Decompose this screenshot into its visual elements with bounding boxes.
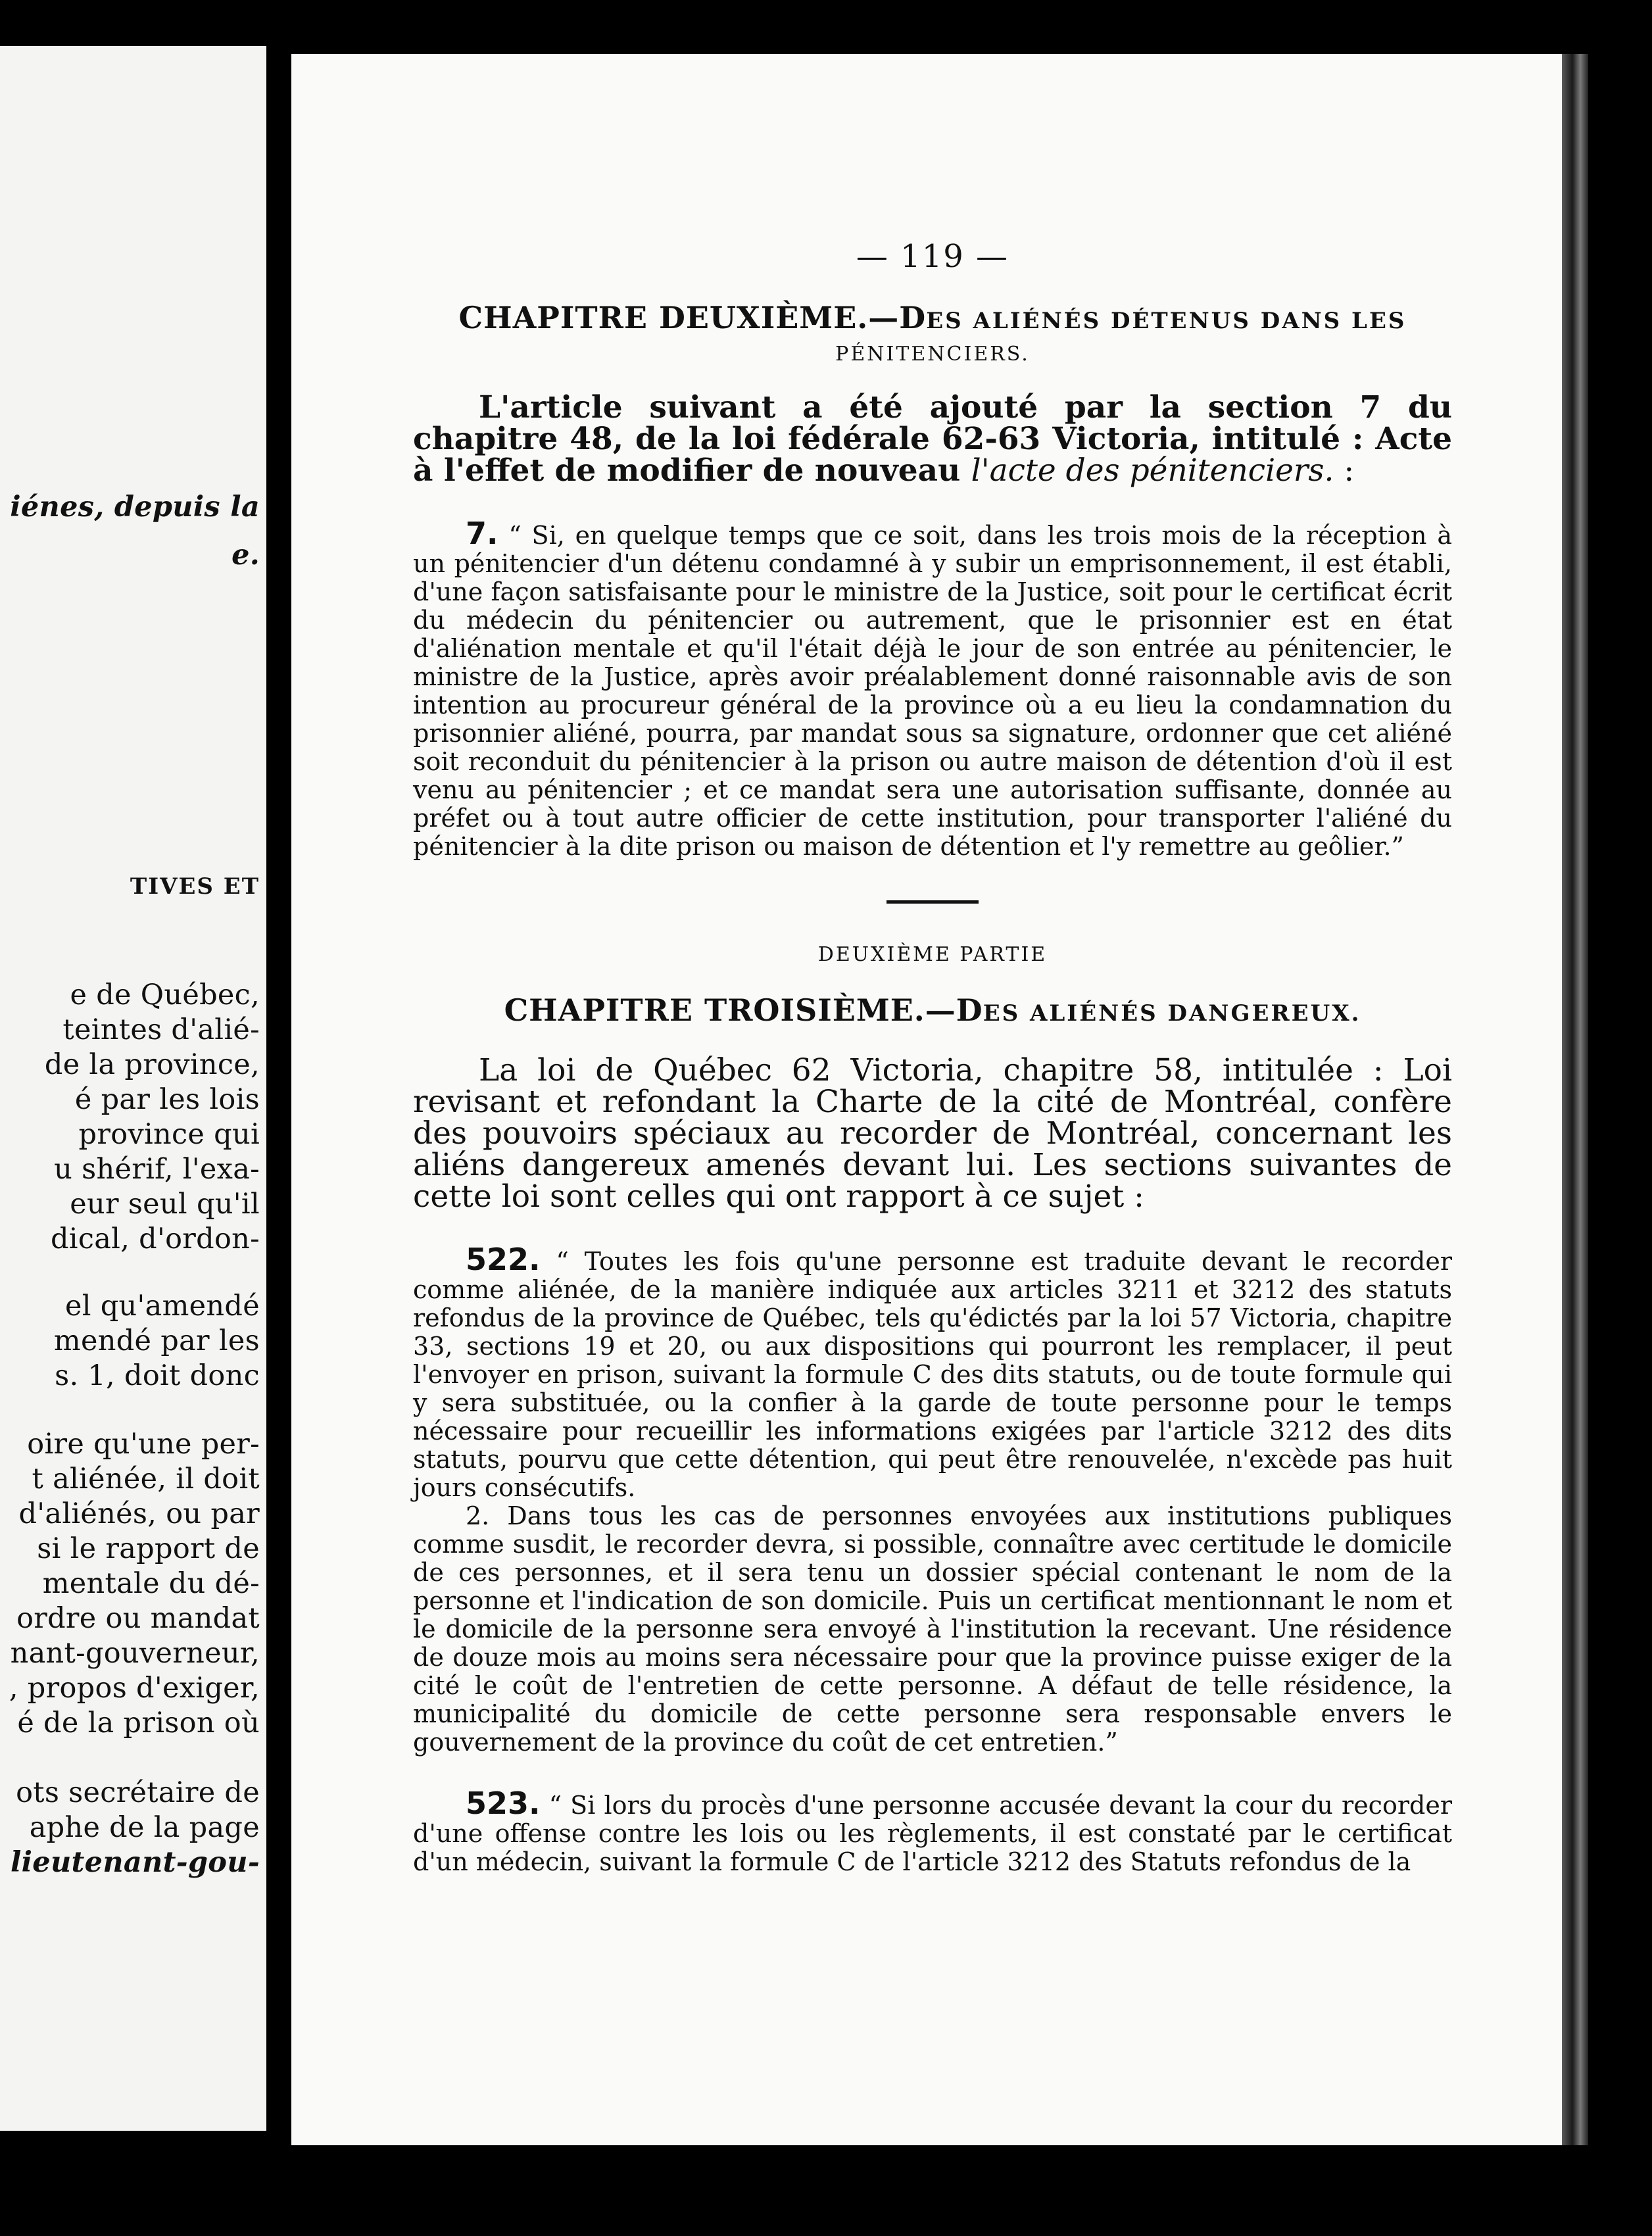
left-page-line: el qu'amendé <box>64 1290 260 1323</box>
section-divider <box>887 900 979 904</box>
section-522-para-1 <box>413 1242 1452 1502</box>
left-page-line: u shérif, l'exa- <box>54 1153 260 1186</box>
chapter-2-title-main: CHAPITRE DEUXIÈME.—D <box>458 300 927 335</box>
section-7-text: “ Si, en quelque temps que ce soit, dans les trois mois de la réception à un pénitencier d'un détenu condamné à y subir un emprisonnement, il est établi, d'une façon satisfaisante pour le ministre de la Justice, soit pour le certificat écrit du médecin du pénitencier ou autrement, que le prisonnier est en état d'aliénation mentale et qu'il l'était déjà le jour de son entrée au pénitencier, le ministre de la Justice, après avoir préalablement donné raisonnable avis de son intention au procureur général de la province où a eu lieu la condamnation du prisonnier aliéné, pourra, par mandat sous sa signature, ordonner que cet aliéné soit reconduit du pénitencier à la prison ou autre maison de détention d'où il est venu au pénitencier ; et ce mandat sera une autorisation suffisante, donnée au préfet ou à tout autre officier de cette institution, pour transporter l'aliéné du pénitencier à la dite prison ou maison de détention et l'y remettre au geôlier.” <box>413 521 1452 861</box>
left-page-line: mendé par les <box>53 1325 260 1357</box>
page-number: — 119 — <box>856 238 1009 275</box>
section-7 <box>413 516 1452 861</box>
left-facing-page <box>0 46 266 2131</box>
chapter-2-subtitle: PÉNITENCIERS. <box>835 343 1030 366</box>
left-page-line: province qui <box>78 1118 260 1151</box>
left-page-line: iénes, depuis la <box>10 491 260 523</box>
left-page-line: aphe de la page <box>29 1811 260 1844</box>
left-page-line: e. <box>231 539 260 571</box>
chapter-2-intro-text: L'article suivant a été ajouté par la section 7 du chapitre 48, de la loi fédérale 62-63 Victoria, intitulé : Acte à l'effet de modifier de nouveau <box>413 389 1452 489</box>
section-523-number: 523. <box>466 1786 541 1821</box>
chapter-3-intro <box>413 1052 1452 1215</box>
chapter-2-intro <box>413 389 1452 489</box>
left-page-line: s. 1, doit donc <box>55 1359 260 1392</box>
left-page-line: dical, d'ordon- <box>50 1223 260 1255</box>
left-page-line: é par les lois <box>74 1083 260 1116</box>
chapter-2-intro-end: : <box>1334 452 1355 489</box>
left-page-line: lieutenant-gou- <box>11 1846 260 1879</box>
section-522-para-1-text: “ Toutes les fois qu'une personne est traduite devant le recorder comme aliénée, de la manière indiquée aux articles 3211 et 3212 des statuts refondus de la province de Québec, tels qu'édictés par la loi 57 Victoria, chapitre 33, sections 19 et 20, ou aux dispositions qui pourront les remplacer, il peut l'envoyer en prison, suivant la formule C des dits statuts, ou de toute formule qui y sera substituée, ou la confier à la garde de toute personne pour le temps nécessaire pour recueillir les informations exigées par l'article 3212 des dits statuts, pourvu que cette détention, qui peut être renouvelée, n'excède pas huit jours consécutifs. <box>413 1247 1452 1502</box>
book-gutter <box>266 33 291 2203</box>
left-page-line: eur seul qu'il <box>70 1188 260 1221</box>
section-523-text: “ Si lors du procès d'une personne accusée devant la cour du recorder d'une offense contre les lois ou les règlements, il est constaté par le certificat d'un médecin, suivant la formule C de l'article 3212 des Statuts refondus de la <box>413 1791 1452 1876</box>
page-edge-shadow <box>1562 54 1588 2145</box>
left-page-line: t aliénée, il doit <box>32 1463 260 1495</box>
part-label: DEUXIÈME PARTIE <box>817 943 1048 966</box>
left-page-line: mentale du dé- <box>42 1567 260 1600</box>
chapter-2-intro-italic: l'acte des pénitenciers. <box>971 452 1334 489</box>
left-page-line: é de la prison où <box>17 1707 260 1739</box>
left-page-line: ordre ou mandat <box>16 1602 260 1635</box>
section-7-number: 7. <box>466 516 498 551</box>
chapter-3-title-main: CHAPITRE TROISIÈME.—D <box>504 992 983 1028</box>
left-page-line: nant-gouverneur, <box>10 1637 260 1670</box>
left-page-line: oire qu'une per- <box>27 1428 260 1461</box>
left-page-line: TIVES ET <box>130 873 260 900</box>
section-522-number: 522. <box>466 1242 541 1277</box>
left-page-line: , propos d'exiger, <box>9 1672 260 1705</box>
chapter-3-title-rest: ES ALIÉNÉS DANGEREUX. <box>983 1000 1361 1027</box>
main-page <box>291 54 1562 2145</box>
left-page-line: de la province, <box>44 1048 260 1081</box>
chapter-3-title <box>413 992 1452 1031</box>
left-page-line: d'aliénés, ou par <box>18 1497 260 1530</box>
chapter-3-intro-text: La loi de Québec 62 Victoria, chapitre 58, intitulée : Loi revisant et refondant la Charte de la cité de Montréal, confère des pouvoirs spéciaux au recorder de Montréal, concernant les aliéns dangereux amenés devant lui. Les sections suivantes de cette loi sont celles qui ont rapport à ce sujet : <box>413 1052 1452 1215</box>
left-page-line: si le rapport de <box>37 1532 260 1565</box>
page-content <box>413 238 1452 1876</box>
left-page-line: e de Québec, <box>70 979 260 1011</box>
section-523 <box>413 1786 1452 1876</box>
section-522-para-2: 2. Dans tous les cas de personnes envoyées aux institutions publiques comme susdit, le recorder devra, si possible, connaître avec certitude le domicile de ces personnes, et il sera tenu un dossier spécial contenant le nom de la personne et l'indication de son domicile. Puis un certificat mentionnant le nom et le domicile de la personne sera envoyé à l'institution la recevant. Une résidence de douze mois au moins sera nécessaire pour que la province puisse exiger de la cité le coût de l'entretien de cette personne. A défaut de telle résidence, la municipalité du domicile de cette personne sera responsable envers le gouvernement de la province du coût de cet entretien.” <box>413 1501 1452 1757</box>
left-page-line: teintes d'alié- <box>62 1013 260 1046</box>
left-page-line: ots secrétaire de <box>16 1776 260 1809</box>
chapter-2-title <box>413 300 1452 339</box>
chapter-2-title-rest: ES ALIÉNÉS DÉTENUS DANS LES <box>926 308 1407 334</box>
